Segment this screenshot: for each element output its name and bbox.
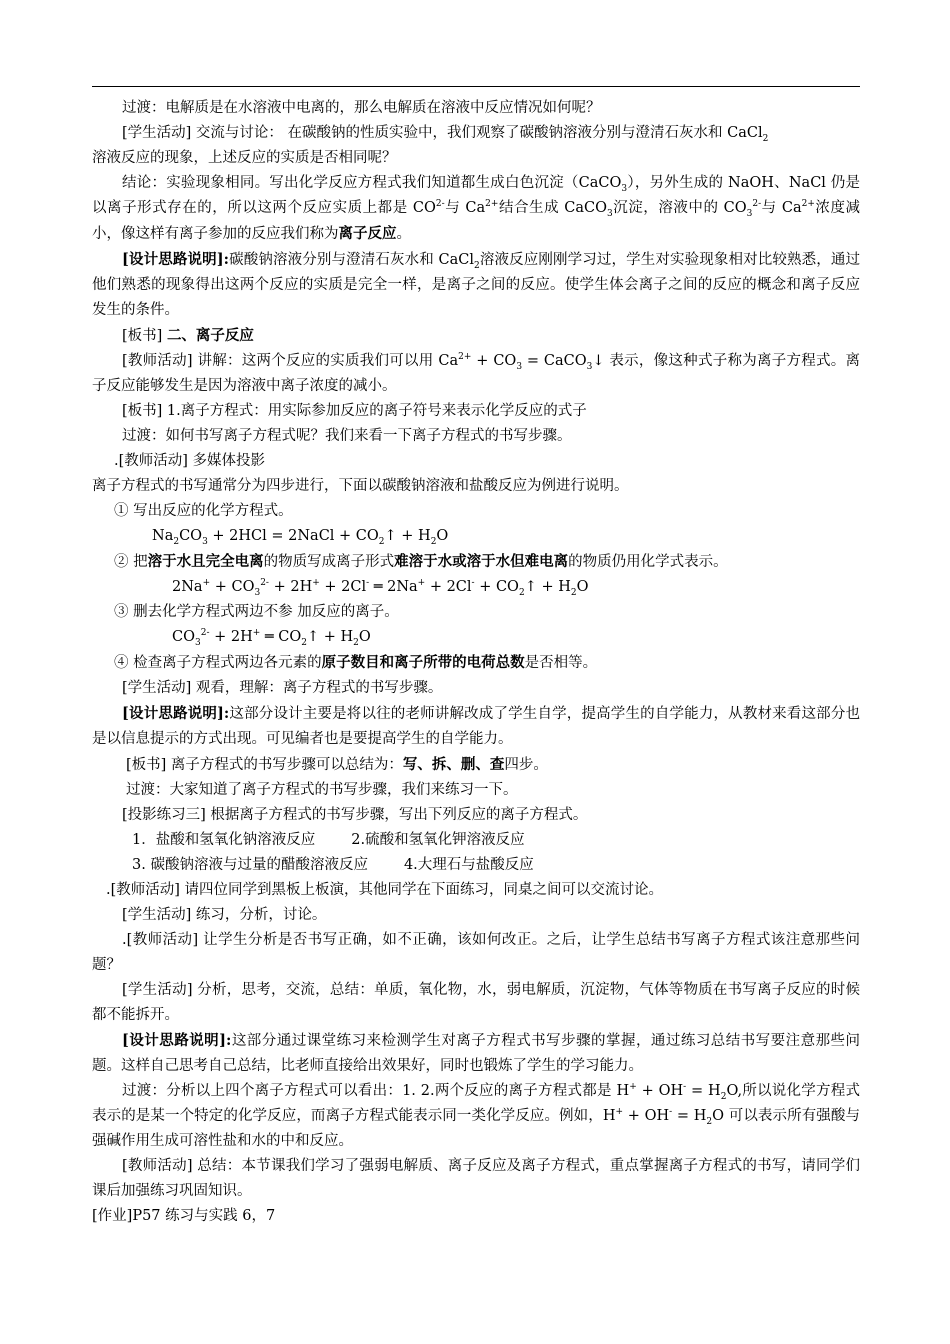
paragraph: [学生活动] 练习，分析，讨论。 — [122, 907, 327, 923]
equation: $CO_3^{2-} + 2H^+$ ═ $CO_2↑ + H_2O$ — [172, 628, 371, 648]
paragraph: [教师活动] 讲解：这两个反应的实质我们可以用 $Ca^{2+} + CO_3$ = CaCO$_3$↓ 表示，像这种式子称为离子方程式。离子反应能够发生是因为溶液中离子浓度的减小。 — [92, 352, 860, 394]
exercise-row: 3. 碳酸钠溶液与过量的醋酸溶液反应 4.大理石与盐酸反应 — [132, 857, 534, 873]
paragraph: [板书] 离子方程式的书写步骤可以总结为：写、拆、删、查四步。 — [126, 756, 548, 773]
paragraph: [板书] 1.离子方程式：用实际参加反应的离子符号来表示化学反应的式子 — [122, 403, 587, 419]
paragraph: 过渡：大家知道了离子方程式的书写步骤，我们来练习一下。 — [126, 782, 518, 798]
paragraph: 过渡：分析以上四个离子方程式可以看出：1. 2.两个反应的离子方程式都是 $H^+ + OH^- = H_2O$,所以说化学方程式表示的是某一个特定的化学反应，而离子方程式能表示同一类化学反应。例如，$H^+ + OH^- = H_2O$ 可以表示所有强酸与强碱作用生成可溶性盐和水的中和反应。 — [92, 1082, 861, 1149]
paragraph: [设计思路说明]:碳酸钠溶液分别与澄清石灰水和 CaCl$_2$溶液反应刚刚学习过，学生对实验现象相对比较熟悉，通过他们熟悉的现象得出这两个反应的实质是完全一样，是离子之间的反应。使学生体会离子之间的反应的概念和离子反应发生的条件。 — [92, 251, 860, 318]
equation: $Na_2CO_3 + 2HCl$ = 2NaCl + $CO_2↑ + H_2O$ — [152, 528, 449, 547]
paragraph: 过渡：电解质是在水溶液中电离的，那么电解质在溶液中反应情况如何呢？ — [122, 100, 601, 116]
paragraph: .[教师活动] 让学生分析是否书写正确，如不正确，该如何改正。之后，让学生总结书写离子方程式该注意那些问题？ — [92, 932, 860, 973]
paragraph: ① 写出反应的化学方程式。 — [114, 503, 293, 519]
equation: $2Na^+ + CO_3^{2-} + 2H^+ + 2Cl^-$ ═ $2Na^+ + 2Cl^- + CO_2↑ + H_2O$ — [172, 578, 589, 598]
paragraph: [学生活动] 观看，理解：离子方程式的书写步骤。 — [122, 680, 443, 696]
paragraph: [投影练习三] 根据离子方程式的书写步骤，写出下列反应的离子方程式。 — [122, 807, 588, 823]
paragraph: [学生活动] 分析，思考，交流，总结：单质，氧化物，水，弱电解质，沉淀物，气体等物质在书写离子反应的时候都不能拆开。 — [92, 982, 860, 1023]
paragraph: [设计思路说明]:这部分通过课堂练习来检测学生对离子方程式书写步骤的掌握，通过练习总结书写要注意那些问题。这样自己思考自己总结，比老师直接给出效果好，同时也锻炼了学生的学习能力。 — [92, 1032, 861, 1074]
paragraph: 结论：实验现象相同。写出化学反应方程式我们知道都生成白色沉淀（CaCO$_3$），另外生成的 NaOH、NaCl 仍是以离子形式存在的，所以这两个反应实质上都是 $CO^{2-}$与 $Ca^{2+}$结合生成 CaCO$_3$沉淀，溶液中的 $CO_3^{2-}$与 $Ca^{2+}$浓度减小，像这样有离子参加的反应我们称为离子反应。 — [92, 175, 861, 242]
paragraph: [学生活动] 交流与讨论： 在碳酸钠的性质实验中，我们观察了碳酸钠溶液分别与澄清石灰水和 CaCl$_2$ 溶液反应的现象，上述反应的实质是否相同呢？ — [92, 125, 769, 166]
paragraph: ② 把溶于水且完全电离的物质写成离子形式难溶于水或溶于水但难电离的物质仍用化学式表示。 — [114, 553, 728, 570]
exercise-row: 1．盐酸和氢氧化钠溶液反应 2.硫酸和氢氧化钾溶液反应 — [132, 832, 525, 848]
paragraph: ③ 删去化学方程式两边不参 加反应的离子。 — [114, 604, 399, 620]
header-rule — [92, 86, 860, 87]
paragraph: 过渡：如何书写离子方程式呢？我们来看一下离子方程式的书写步骤。 — [122, 428, 572, 444]
paragraph: [教师活动] 总结：本节课我们学习了强弱电解质、离子反应及离子方程式，重点掌握离子方程式的书写，请同学们课后加强练习巩固知识。 — [92, 1158, 860, 1199]
paragraph: [板书] 二、离子反应 — [122, 327, 254, 344]
paragraph: ④ 检查离子方程式两边各元素的原子数目和离子所带的电荷总数是否相等。 — [114, 654, 598, 671]
document-body — [92, 96, 860, 1229]
paragraph: [设计思路说明]:这部分设计主要是将以往的老师讲解改成了学生自学，提高学生的自学能力，从教材来看这部分也是以信息提示的方式出现。可见编者也是要提高学生的自学能力。 — [92, 705, 861, 747]
paragraph: .[教师活动] 请四位同学到黑板上板演，其他同学在下面练习，同桌之间可以交流讨论。 — [106, 882, 664, 898]
paragraph: .[教师活动] 多媒体投影 — [114, 453, 266, 469]
paragraph: 离子方程式的书写通常分为四步进行，下面以碳酸钠溶液和盐酸反应为例进行说明。 — [92, 478, 629, 494]
paragraph: [作业]P57 练习与实践 6，7 — [92, 1208, 276, 1224]
